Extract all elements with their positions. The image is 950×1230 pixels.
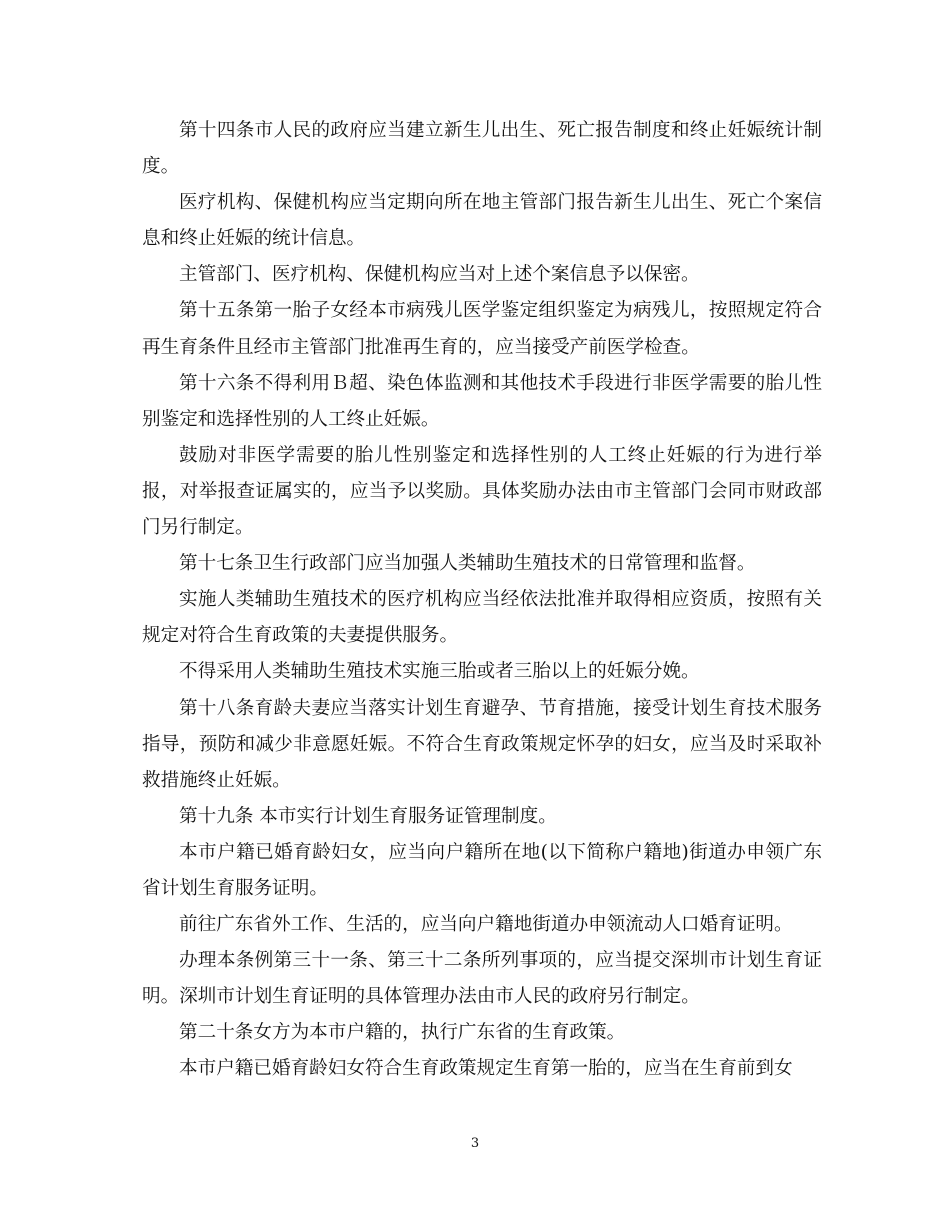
paragraph-article-17-prohibition: 不得采用人类辅助生殖技术实施三胎或者三胎以上的妊娠分娩。 bbox=[179, 661, 700, 683]
paragraph-article-17: 第十七条卫生行政部门应当加强人类辅助生殖技术的日常管理和监督。 bbox=[179, 553, 756, 575]
page-number: 3 bbox=[470, 1136, 480, 1151]
document-body bbox=[142, 113, 822, 1088]
paragraph-article-18: 第十八条育龄夫妻应当落实计划生育避孕、节育措施，接受计划生育技术服务指导，预防和减少非意愿妊娠。不符合生育政策规定怀孕的妇女，应当及时采取补救措施终止妊娠。 bbox=[142, 697, 822, 791]
paragraph-article-17-institutions: 实施人类辅助生殖技术的医疗机构应当经依法批准并取得相应资质，按照有关规定对符合生育政策的夫妻提供服务。 bbox=[142, 589, 822, 647]
paragraph-article-16-reporting: 鼓励对非医学需要的胎儿性别鉴定和选择性别的人工终止妊娠的行为进行举报，对举报查证属实的，应当予以奖励。具体奖励办法由市主管部门会同市财政部门另行制定。 bbox=[142, 444, 822, 539]
paragraph-article-19-certificate: 办理本条例第三十一条、第三十二条所列事项的，应当提交深圳市计划生育证明。深圳市计划生育证明的具体管理办法由市人民的政府另行制定。 bbox=[142, 950, 822, 1008]
paragraph-article-14: 第十四条市人民的政府应当建立新生儿出生、死亡报告制度和终止妊娠统计制度。 bbox=[142, 120, 822, 178]
paragraph-article-14-reporting: 医疗机构、保健机构应当定期向所在地主管部门报告新生儿出生、死亡个案信息和终止妊娠的统计信息。 bbox=[142, 192, 822, 250]
paragraph-article-14-confidentiality: 主管部门、医疗机构、保健机构应当对上述个案信息予以保密。 bbox=[179, 264, 700, 286]
paragraph-article-20-first-child: 本市户籍已婚育龄妇女符合生育政策规定生育第一胎的，应当在生育前到女 bbox=[179, 1058, 793, 1080]
paragraph-article-16: 第十六条不得利用Ｂ超、染色体监测和其他技术手段进行非医学需要的胎儿性别鉴定和选择性别的人工终止妊娠。 bbox=[142, 372, 822, 430]
paragraph-article-19: 第十九条 本市实行计划生育服务证管理制度。 bbox=[179, 805, 557, 827]
paragraph-article-19-outside: 前往广东省外工作、生活的，应当向户籍地街道办申领流动人口婚育证明。 bbox=[179, 914, 793, 936]
paragraph-article-19-registered: 本市户籍已婚育龄妇女，应当向户籍所在地(以下简称户籍地)街道办申领广东省计划生育服务证明。 bbox=[142, 841, 822, 899]
paragraph-article-15: 第十五条第一胎子女经本市病残儿医学鉴定组织鉴定为病残儿，按照规定符合再生育条件且经市主管部门批准再生育的，应当接受产前医学检查。 bbox=[142, 300, 822, 358]
paragraph-article-20: 第二十条女方为本市户籍的，执行广东省的生育政策。 bbox=[179, 1022, 626, 1044]
